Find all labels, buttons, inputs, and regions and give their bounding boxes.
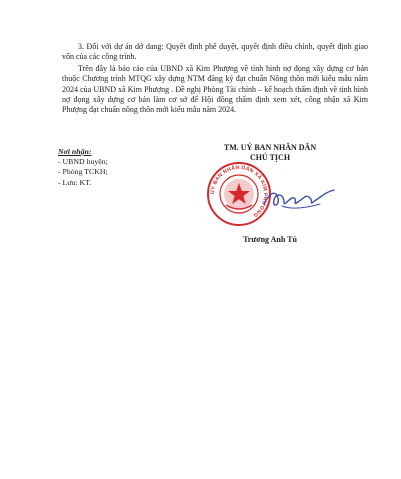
signer-name: Trương Anh Tú [243, 235, 297, 244]
paragraph-conclusion: Trên đây là báo cáo của UBND xã Kim Phượng về tình hình nợ đọng xây dựng cơ bản thuộc Chương trình MTQG xây dựng NTM đăng ký đạt chuẩn Nông thôn mới kiểu mẫu năm 2024 của UBND xã Kim Phượng . Đề nghị Phòng Tài chính – kế hoạch thẩm định về tình hình nợ đọng xây dựng cơ bản làm cơ sở để Hội đồng thẩm định xem xét, công nhận xã Kim Phượng đạt chuẩn nông thôn mới kiểu mẫu năm 2024. [62, 63, 368, 115]
seal-text: ỦY BAN NHÂN DÂN XÃ KIM PHƯỢNG [209, 164, 269, 219]
recipient-item: - Phòng TCKH; [58, 167, 108, 177]
report-body [62, 42, 368, 117]
signer-title: CHỦ TỊCH [249, 153, 291, 162]
recipient-item: - Lưu: KT. [58, 177, 92, 187]
paragraph-dang-do: 3. Đối với dự án dở dang: Quyết định phê duyệt, quyết định điều chỉnh, quyết định giao vốn của các công trình. [62, 42, 368, 62]
signature-header [210, 143, 330, 163]
handwritten-signature-icon [262, 186, 336, 212]
signer-organization: TM. UỶ BAN NHÂN DÂN [223, 143, 317, 152]
recipients-block [58, 147, 188, 188]
recipient-item: - UBND huyện; [58, 157, 108, 167]
recipients-title: Nơi nhận: [58, 147, 92, 156]
